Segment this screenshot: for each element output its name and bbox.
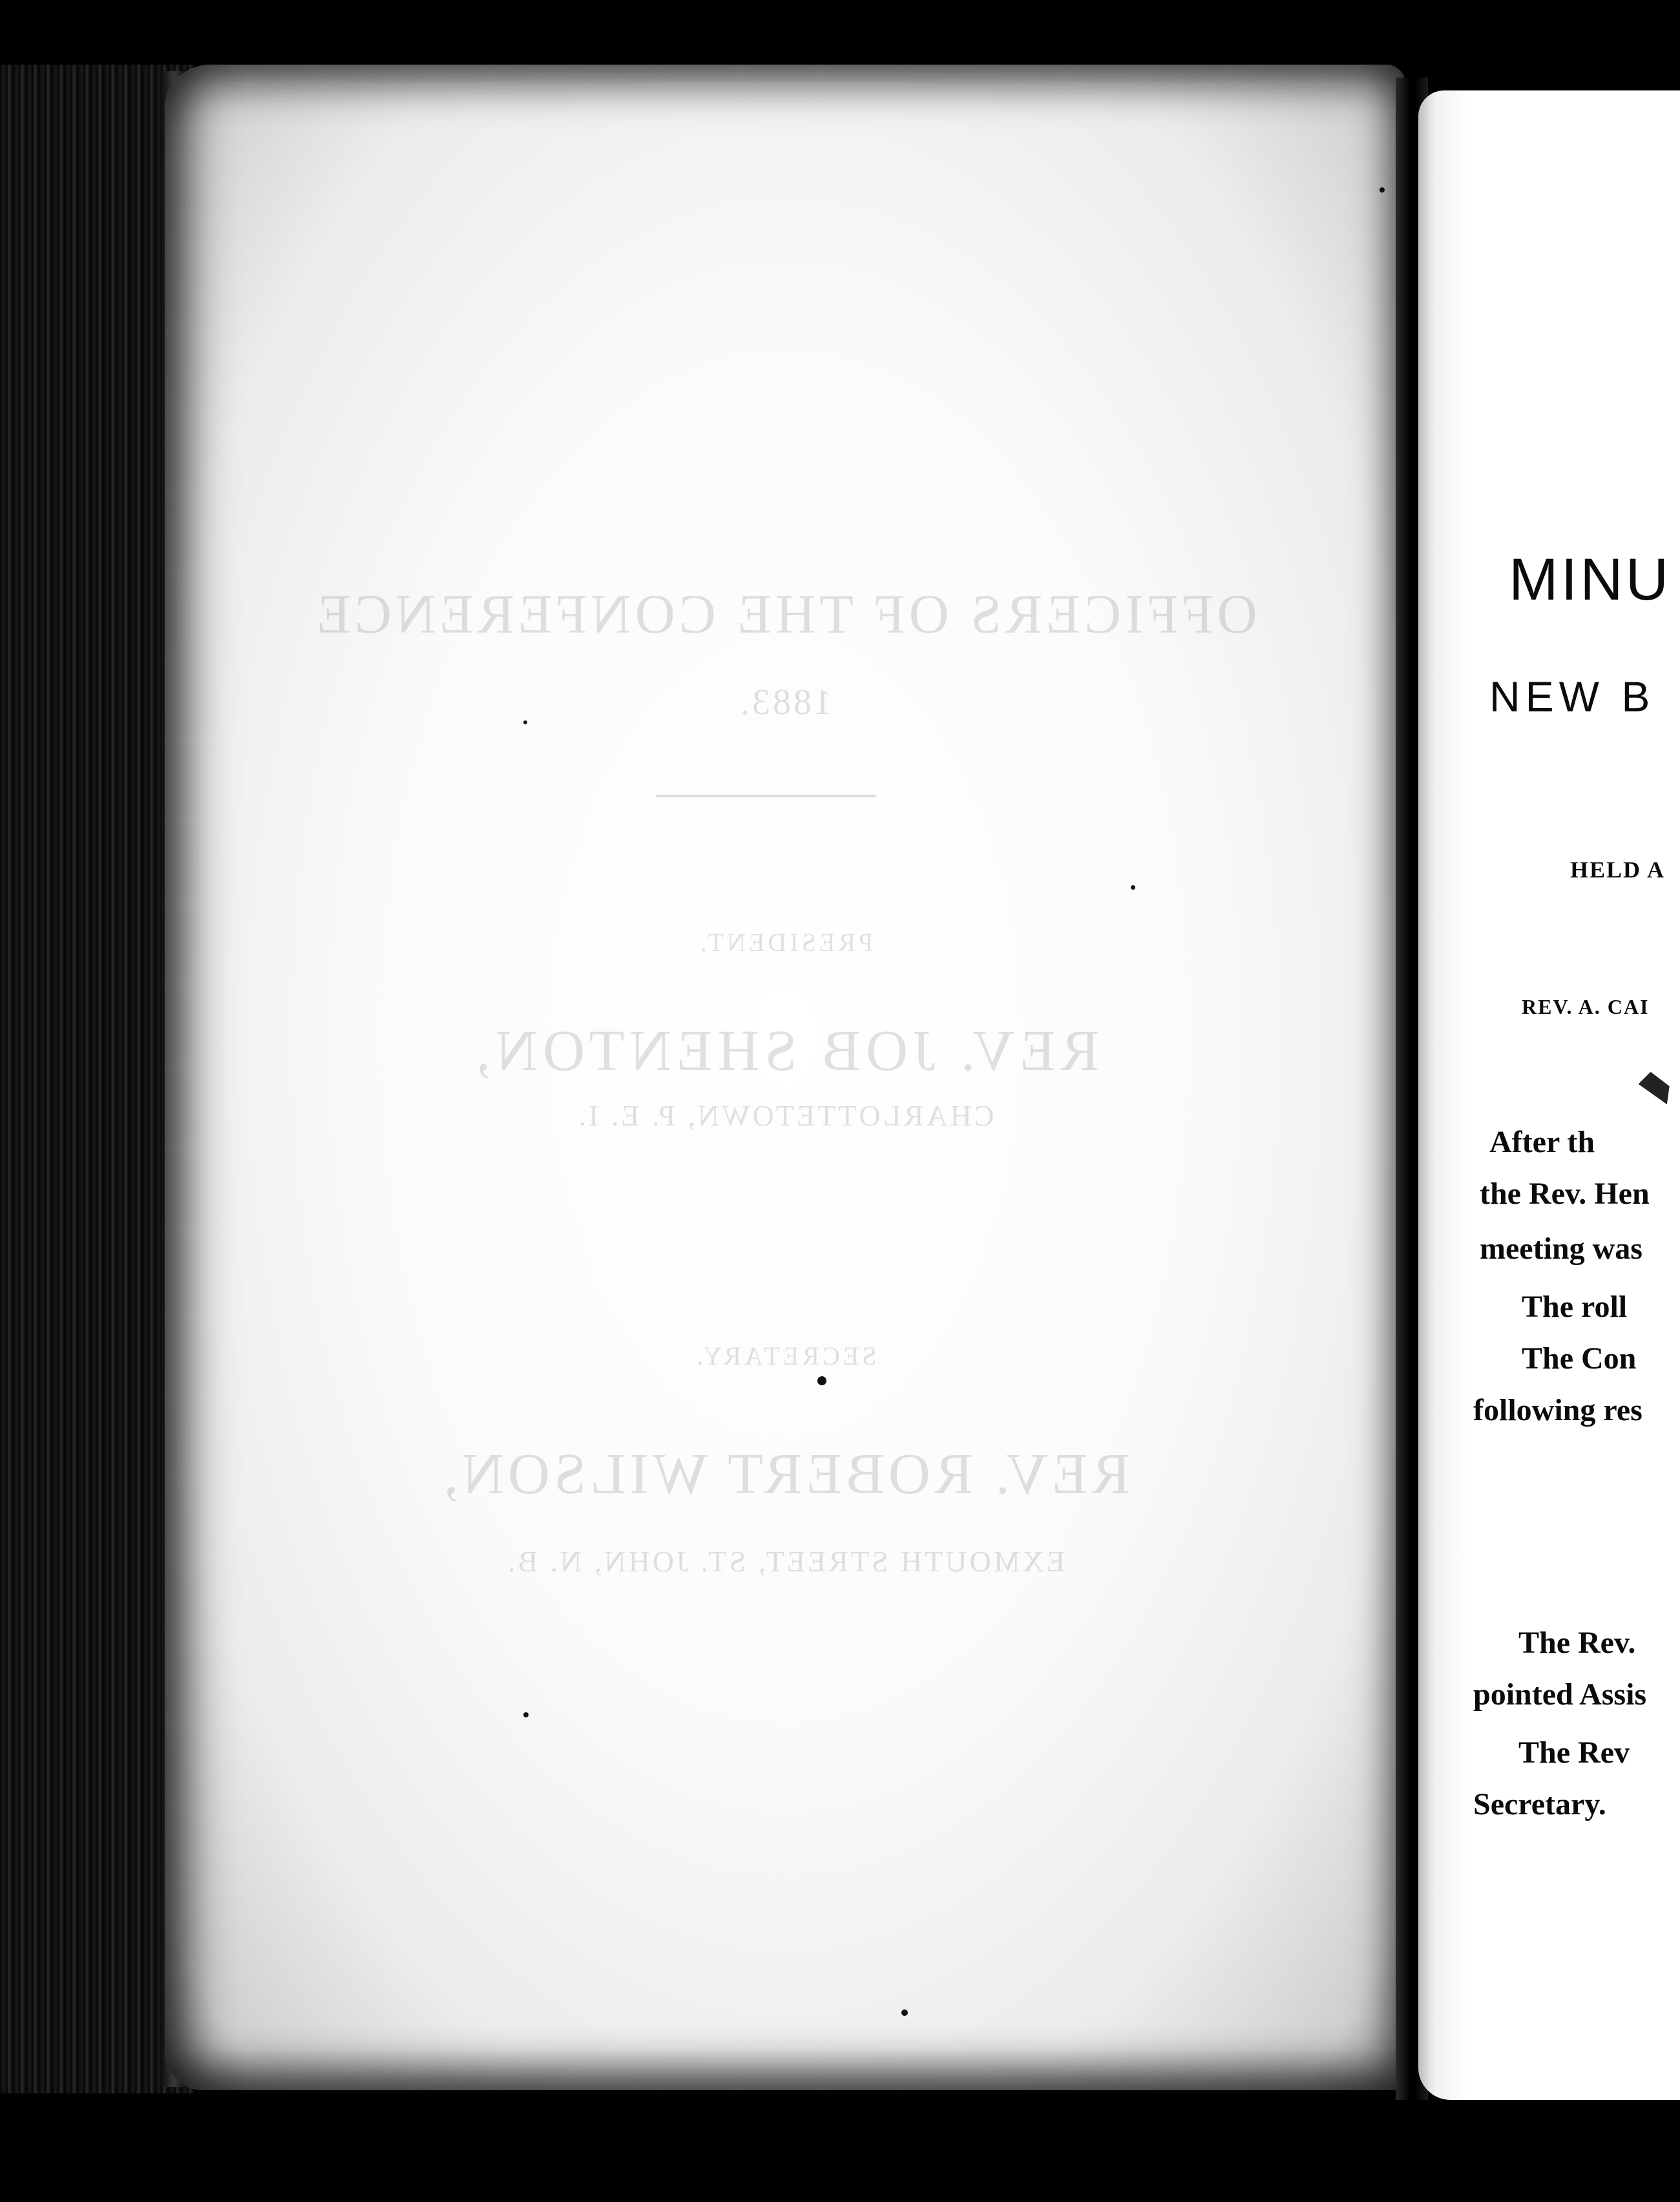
ink-speck — [1131, 885, 1135, 890]
body-line: meeting was — [1480, 1232, 1643, 1266]
body-line: the Rev. Hen — [1480, 1177, 1650, 1211]
body-line: The roll — [1522, 1290, 1628, 1324]
conference-subtitle: NEW B — [1489, 673, 1655, 720]
left-page — [165, 65, 1405, 2090]
show-through-rule — [656, 795, 876, 797]
ink-speck — [523, 1712, 529, 1717]
show-through-year: 1883. — [738, 682, 832, 722]
presiding-rev-line: REV. A. CAI — [1522, 995, 1650, 1018]
show-through-president-location: CHARLOTTETOWN, P. E. I. — [576, 1099, 994, 1132]
body-line: After th — [1489, 1125, 1595, 1159]
body-line: The Rev — [1518, 1735, 1630, 1770]
show-through-title: OFFICERS OF THE CONFERENCE — [313, 583, 1257, 645]
body-line: pointed Assis — [1473, 1677, 1647, 1712]
show-through-text — [165, 65, 1405, 2090]
ink-speck — [1380, 187, 1385, 193]
ornament-icon — [1636, 1067, 1675, 1111]
show-through-secretary-location: EXMOUTH STREET, ST. JOHN, N. B. — [505, 1545, 1065, 1578]
ink-speck — [817, 1376, 826, 1385]
body-line: Secretary. — [1473, 1787, 1606, 1821]
body-line: The Rev. — [1518, 1626, 1636, 1660]
right-page — [1418, 90, 1680, 2100]
show-through-secretary-label: SECRETARY. — [693, 1341, 877, 1370]
body-line: The Con — [1522, 1341, 1637, 1376]
minutes-title: MINU — [1509, 547, 1672, 613]
ink-speck — [523, 720, 527, 724]
show-through-president-label: PRESIDENT. — [697, 928, 874, 957]
held-at-line: HELD A — [1570, 857, 1666, 883]
body-line: following res — [1473, 1393, 1643, 1427]
show-through-secretary-name: REV. ROBERT WILSON, — [439, 1442, 1131, 1506]
ink-speck — [901, 2009, 908, 2016]
show-through-president-name: REV. JOB SHENTON, — [470, 1019, 1100, 1083]
